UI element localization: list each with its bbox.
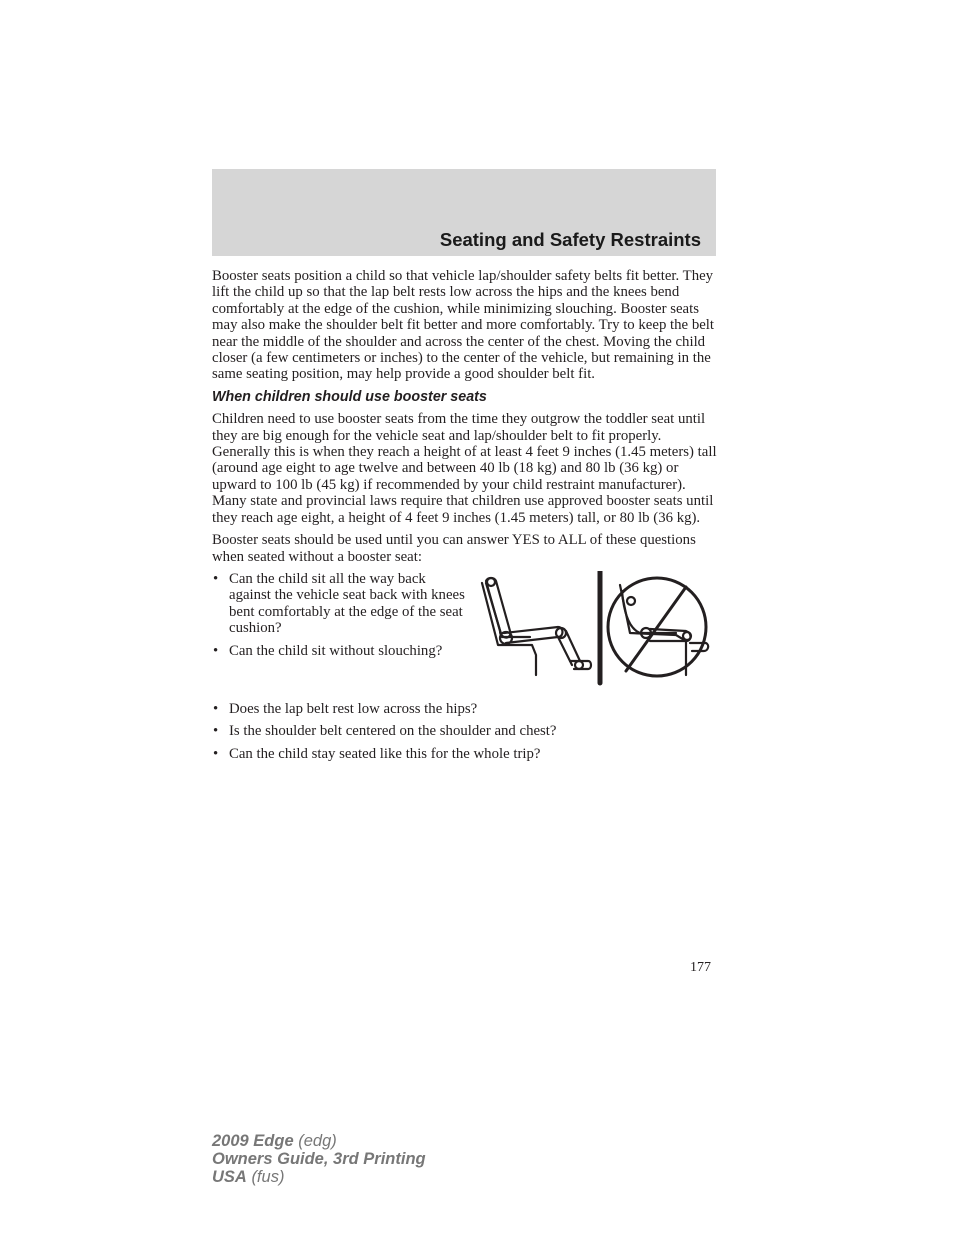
footer-model-code: (edg) — [298, 1132, 337, 1150]
children-paragraph: Children need to use booster seats from the time they outgrow the toddler seat until they are big enough for the vehicle seat and lap/shoulder belt to fit properly. Generally this is when they reach a height of at least 4 feet 9 inches (1.45 meters) tall (around age eight to age twelve and between 40 lb (18 kg) and 80 lb (36 kg) or upward to 100 lb (45 kg) if recommended by your child restraint manufacturer). Many state and provincial laws require that children use approved booster seats until they reach age eight, a height of 4 feet 9 inches (1.45 meters) tall, or 80 lb (36 kg). — [212, 411, 717, 526]
question-item: • Does the lap belt rest low across the hips? — [212, 701, 718, 717]
correct-seating-figure — [482, 578, 591, 675]
question-item: • Can the child sit without slouching? — [212, 643, 467, 659]
page-content — [212, 268, 718, 768]
child-torso — [486, 578, 511, 638]
incorrect-seating-figure — [608, 578, 708, 676]
questions-intro: Booster seats should be used until you can answer YES to ALL of these questions when seated without a booster seat: — [212, 532, 696, 565]
question-list-lower — [212, 701, 718, 762]
child-heel — [575, 661, 583, 669]
booster-seat-illustration — [480, 571, 720, 687]
footer-model: 2009 Edge — [212, 1132, 294, 1150]
section-title: Seating and Safety Restraints — [439, 229, 701, 250]
questions-with-illustration — [212, 571, 718, 701]
section-header-band — [212, 169, 716, 256]
question-item: • Can the child stay seated like this for the whole trip? — [212, 746, 718, 762]
question-item: • Is the shoulder belt centered on the shoulder and chest? — [212, 723, 718, 739]
footer-market-code: (fus) — [251, 1168, 285, 1186]
footer-guide-edition: Owners Guide, 3rd Printing — [212, 1150, 426, 1168]
document-footer — [212, 1132, 426, 1186]
child-thigh — [504, 627, 563, 643]
intro-paragraph: Booster seats position a child so that vehicle lap/shoulder safety belts fit better. They lift the child up so that the lap belt rests low across the hips and the knees bend comfortably at the edge of the cushion, while minimizing slouching. Booster seats may also make the shoulder belt fit better and more comfortably. Try to keep the belt near the middle of the shoulder and across the center of the chest. Moving the child closer (a few centimeters or inches) to the center of the vehicle, but remaining in the same seating position, may help provide a good shoulder belt fit. — [212, 268, 715, 383]
question-item: • Can the child sit all the way back against the vehicle seat back with knees bent comfortably at the edge of the seat cushion? — [212, 571, 467, 637]
seat-back-inner — [486, 583, 530, 637]
question-list-upper — [212, 571, 467, 659]
footer-line-1 — [212, 1132, 426, 1150]
subheading: When children should use booster seats — [212, 388, 487, 405]
child-head — [627, 597, 635, 605]
child-head — [487, 578, 495, 586]
footer-line-2 — [212, 1150, 426, 1168]
footer-line-3 — [212, 1168, 426, 1186]
page-number: 177 — [690, 960, 711, 975]
footer-market: USA — [212, 1168, 247, 1186]
